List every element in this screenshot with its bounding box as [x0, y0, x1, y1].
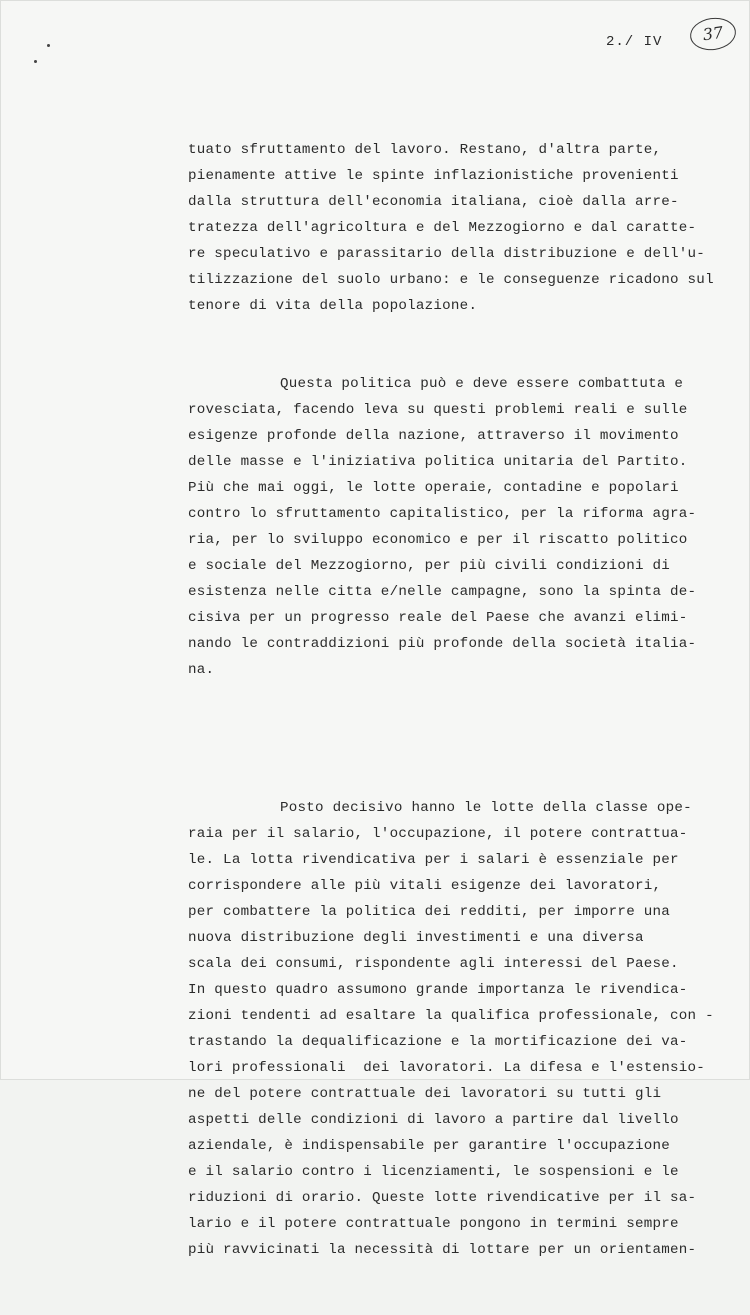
- typed-text: [188, 85, 733, 1315]
- text-line: lario e il potere contrattuale pongono in termini sempre: [188, 1216, 679, 1232]
- text-line: delle masse e l'iniziativa politica unitaria del Partito.: [188, 454, 688, 470]
- text-line: nuova distribuzione degli investimenti e una diversa: [188, 930, 644, 946]
- text-line: Posto decisivo hanno le lotte della classe ope-: [280, 800, 692, 816]
- text-line: tilizzazione del suolo urbano: e le conseguenze ricadono sul: [188, 272, 714, 288]
- text-line: riduzioni di orario. Queste lotte rivendicative per il sa-: [188, 1190, 697, 1206]
- ink-speck: [34, 60, 37, 63]
- text-line: zioni tendenti ad esaltare la qualifica professionale, con -: [188, 1008, 714, 1024]
- text-line: Più che mai oggi, le lotte operaie, contadine e popolari: [188, 480, 679, 496]
- text-line: na.: [188, 662, 215, 678]
- text-line: esigenze profonde della nazione, attraverso il movimento: [188, 428, 679, 444]
- text-line: tuato sfruttamento del lavoro. Restano, d'altra parte,: [188, 142, 662, 158]
- text-line: Questa politica può e deve essere combattuta e: [280, 376, 684, 392]
- text-line: lori professionali dei lavoratori. La difesa e l'estensio-: [188, 1060, 706, 1076]
- text-line: trastando la dequalificazione e la mortificazione dei va-: [188, 1034, 688, 1050]
- text-line: re speculativo e parassitario della distribuzione e dell'u-: [188, 246, 706, 262]
- text-line: dalla struttura dell'economia italiana, cioè dalla arre-: [188, 194, 679, 210]
- text-line: contro lo sfruttamento capitalistico, per la riforma agra-: [188, 506, 697, 522]
- text-line: per combattere la politica dei redditi, per imporre una: [188, 904, 671, 920]
- ink-speck: [47, 44, 50, 47]
- text-line: più ravvicinati la necessità di lottare per un orientamen-: [188, 1242, 697, 1258]
- text-line: e sociale del Mezzogiorno, per più civili condizioni di: [188, 558, 671, 574]
- text-line: corrispondere alle più vitali esigenze dei lavoratori,: [188, 878, 662, 894]
- text-line: tratezza dell'agricoltura e del Mezzogiorno e dal caratte-: [188, 220, 697, 236]
- text-line: cisiva per un progresso reale del Paese che avanzi elimi-: [188, 610, 688, 626]
- paragraph-3: [188, 795, 733, 1263]
- text-line: aziendale, è indispensabile per garantire l'occupazione: [188, 1138, 671, 1154]
- text-line: ria, per lo sviluppo economico e per il riscatto politico: [188, 532, 688, 548]
- text-line: In questo quadro assumono grande importanza le rivendica-: [188, 982, 688, 998]
- text-line: pienamente attive le spinte inflazionistiche provenienti: [188, 168, 679, 184]
- text-line: ne del potere contrattuale dei lavoratori su tutti gli: [188, 1086, 662, 1102]
- text-line: le. La lotta rivendicativa per i salari è essenziale per: [188, 852, 679, 868]
- paragraph-2: [188, 371, 733, 683]
- text-line: raia per il salario, l'occupazione, il potere contrattua-: [188, 826, 688, 842]
- text-line: nando le contraddizioni più profonde della società italia-: [188, 636, 697, 652]
- text-line: tenore di vita della popolazione.: [188, 298, 478, 314]
- text-line: aspetti delle condizioni di lavoro a partire dal livello: [188, 1112, 679, 1128]
- text-line: rovesciata, facendo leva su questi problemi reali e sulle: [188, 402, 688, 418]
- text-line: e il salario contro i licenziamenti, le sospensioni e le: [188, 1164, 679, 1180]
- page-reference: 2./ IV: [606, 34, 663, 50]
- text-line: esistenza nelle citta e/nelle campagne, sono la spinta de-: [188, 584, 697, 600]
- paragraph-1: [188, 137, 733, 319]
- text-line: scala dei consumi, rispondente agli interessi del Paese.: [188, 956, 679, 972]
- page-number-stamp: 37: [688, 15, 738, 53]
